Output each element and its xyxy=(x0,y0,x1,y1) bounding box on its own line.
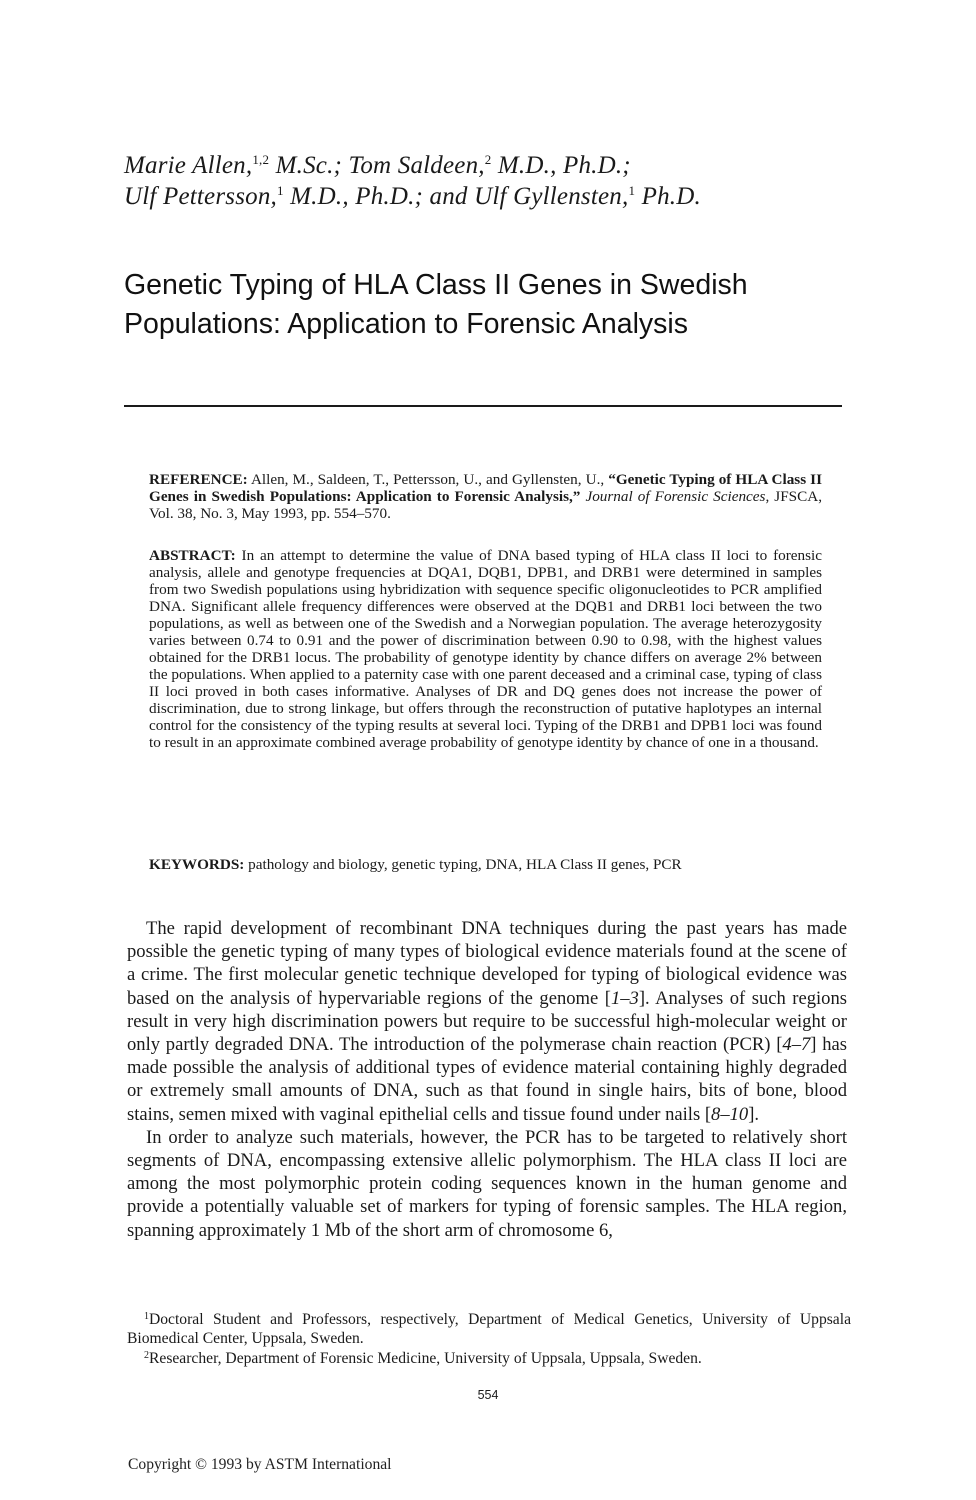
body-paragraph-2: In order to analyze such materials, however, the PCR has to be targeted to relatively short segments of DNA, encompassing extensive allelic polymorphism. The HLA class II loci are among the most polymorphic protein coding sequences known in the human genome and provide a potentially valuable set of markers for typing of forensic samples. The HLA region, spanning approximately 1 Mb of the short arm of chromosome 6, xyxy=(127,1126,847,1241)
author-line-2 xyxy=(124,181,884,212)
reference-journal: Journal of Forensic Sciences xyxy=(580,488,766,505)
citation-ref: 8–10 xyxy=(711,1103,749,1125)
author-line-1 xyxy=(124,150,884,181)
author-name: Ulf Gyllensten, xyxy=(474,183,629,210)
author-name: Marie Allen, xyxy=(124,152,253,179)
author-name: Ulf Pettersson, xyxy=(124,183,277,210)
footnotes xyxy=(127,1310,851,1368)
copyright-notice: Copyright © 1993 by ASTM International xyxy=(128,1456,392,1473)
author-degree: M.Sc.; xyxy=(269,152,349,179)
citation-ref: 4–7 xyxy=(782,1034,811,1056)
reference-block xyxy=(149,471,822,522)
footnote-text: Researcher, Department of Forensic Medicine, University of Uppsala, Uppsala, Sweden. xyxy=(149,1349,702,1367)
body-text xyxy=(127,917,847,1242)
title-line-1: Genetic Typing of HLA Class II Genes in Swedish xyxy=(124,269,748,301)
footnote-marker: 1 xyxy=(144,1311,149,1322)
author-degree: Ph.D. xyxy=(635,183,701,210)
abstract-block xyxy=(149,547,822,751)
paragraph-text: ]. xyxy=(748,1103,760,1125)
paragraph-text: ]. Analyses of such regions result in very high discrimination powers but require to be successful high-molecular weight or only partly degraded DNA. The introduction of the polymerase chain reaction (PCR) [ xyxy=(127,987,847,1056)
title-divider xyxy=(124,405,842,407)
title-line-2: Populations: Application to Forensic Analysis xyxy=(124,308,688,340)
keywords-text: pathology and biology, genetic typing, DNA, HLA Class II genes, PCR xyxy=(244,856,682,873)
abstract-label: ABSTRACT: xyxy=(149,547,236,564)
reference-authors: Allen, M., Saldeen, T., Pettersson, U., and Gyllensten, U., xyxy=(247,471,609,488)
author-degree: M.D., Ph.D.; xyxy=(491,152,631,179)
affiliation-marker: 2 xyxy=(484,152,492,167)
affiliation-marker: 1 xyxy=(277,183,284,198)
body-paragraph-1 xyxy=(127,917,847,1126)
paragraph-text: The rapid development of recombinant DNA techniques during the past years has made possible the genetic typing of many types of biological evidence materials found at the scene of a crime. The first molecular genetic technique developed for typing of biological evidence was based on the analysis of hypervariable regions of the genome [ xyxy=(127,918,847,1009)
reference-label: REFERENCE: xyxy=(149,471,248,488)
footnote-2 xyxy=(127,1349,851,1368)
author-degree: M.D., Ph.D.; and xyxy=(283,183,475,210)
keywords-label: KEYWORDS: xyxy=(149,856,245,873)
page-number: 554 xyxy=(477,1388,499,1402)
author-name: Tom Saldeen, xyxy=(348,152,485,179)
author-list xyxy=(124,150,884,212)
citation-ref: 1–3 xyxy=(610,987,639,1009)
reference-citation: , JFSCA, Vol. 38, No. 3, May 1993, pp. 554–570. xyxy=(149,488,822,522)
footnote-1 xyxy=(127,1310,851,1349)
affiliation-marker: 1 xyxy=(628,183,636,198)
abstract-text: In an attempt to determine the value of DNA based typing of HLA class II loci to forensic analysis, allele and genotype frequencies at DQA1, DQB1, DPB1, and DRB1 were determined in samples from two Swedish populations using hybridization with sequence specific oligonucleotides to PCR amplified DNA. Significant allele frequency differences were observed at the DQB1 and DRB1 loci between the two populations, as well as between one of the Swedish and a Norwegian population. The average heterozygosity varies between 0.74 to 0.91 and the power of discrimination between 0.90 to 0.98, with the highest values obtained for the DRB1 locus. The probability of genotype identity by chance differs on average 2% between the populations. When applied to a paternity case with one parent deceased and a criminal case, typing of class II loci proved in both cases informative. Analyses of DR and DQ genes does not increase the power of discrimination, due to strong linkage, but offers through the reconstruction of putative haplotypes an internal control for the consistency of the typing results at several loci. Typing of the DRB1 and DPB1 loci was found to result in an approximate combined average probability of genotype identity by chance of one in a thousand. xyxy=(149,547,822,751)
footnote-text: Doctoral Student and Professors, respectively, Department of Medical Genetics, University of Uppsala Biomedical Center, Uppsala, Sweden. xyxy=(127,1311,851,1348)
paragraph-text: ] has made possible the analysis of additional types of evidence material containing highly degraded or extremely small amounts of DNA, such as that found in single hairs, bits of bone, blood stains, semen mixed with vaginal epithelial cells and tissue found under nails [ xyxy=(127,1034,847,1125)
keywords-block xyxy=(149,856,822,873)
affiliation-marker: 1,2 xyxy=(252,152,270,167)
paper-title xyxy=(124,266,884,344)
reference-title: “Genetic Typing of HLA Class II Genes in Swedish Populations: Application to Forensic Analysis,” xyxy=(149,471,822,505)
footnote-marker: 2 xyxy=(144,1349,149,1361)
